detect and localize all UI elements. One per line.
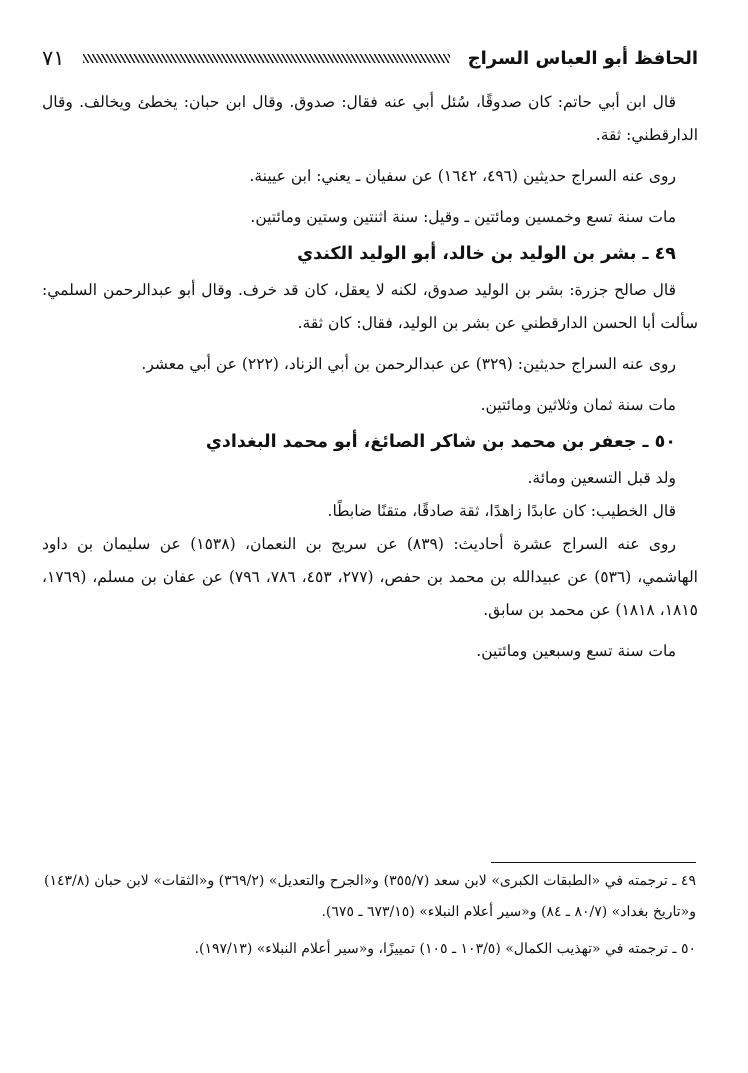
paragraph: روى عنه السراج عشرة أحاديث: (٨٣٩) عن سريج بن النعمان، (١٥٣٨) عن سليمان بن داود الهاشمي، (٥٣٦) عن عبيدالله بن محمد بن حفص، (٢٧٧، ٤٥٣، ٧٨٦، ٧٩٦) عن عفان بن مسلم، (١٧٦٩، ١٨١٥، ١٨١٨) عن محمد بن سابق. [42, 535, 698, 619]
spacer [42, 152, 698, 160]
footnote-50: ٥٠ ـ ترجمته في «تهذيب الكمال» (١٠٣/٥ ـ ١٠٥) تمييزًا، و«سير أعلام النبلاء» (١٩٧/١٣). [194, 941, 696, 957]
paragraph: ولد قبل التسعين ومائة. [527, 469, 676, 487]
footnotes [44, 866, 696, 971]
paragraph: مات سنة تسع وسبعين ومائتين. [476, 642, 676, 660]
footnote-49: ٤٩ ـ ترجمته في «الطبقات الكبرى» لابن سعد (٣٥٥/٧) و«الجرح والتعديل» (٣٦٩/٢) و«الثقات» لابن حبان (١٤٣/٨) و«تاريخ بغداد» (٨٠/٧ ـ ٨٤) و«سير أعلام النبلاء» (٦٧٣/١٥ ـ ٦٧٥). [44, 873, 696, 920]
paragraph: قال صالح جزرة: بشر بن الوليد صدوق، لكنه لا يعقل، كان قد خرف. وقال أبو عبدالرحمن السلمي: سألت أبا الحسن الدارقطني عن بشر بن الوليد، فقال: كان ثقة. [42, 281, 698, 332]
paragraph: مات سنة ثمان وثلاثين ومائتين. [480, 396, 676, 414]
spacer [42, 340, 698, 348]
spacer [42, 627, 698, 635]
paragraph: قال ابن أبي حاتم: كان صدوقًا، سُئل أبي عنه فقال: صدوق. وقال ابن حبان: يخطئ ويخالف. وقال الدارقطني: ثقة. [42, 93, 698, 144]
entry-heading-49: ٤٩ ـ بشر بن الوليد بن خالد، أبو الوليد الكندي [297, 244, 676, 264]
footnote-separator [491, 862, 696, 863]
paragraph: مات سنة تسع وخمسين ومائتين ـ وقيل: سنة اثنتين وستين ومائتين. [250, 208, 676, 226]
header-decorative-rule [83, 54, 450, 63]
entry-heading-50: ٥٠ ـ جعفر بن محمد بن شاكر الصائغ، أبو محمد البغدادي [205, 432, 676, 452]
page-number: ٧١ [42, 46, 65, 70]
paragraph: قال الخطيب: كان عابدًا زاهدًا، ثقة صادقًا، متقنًا ضابطًا. [327, 502, 676, 520]
paragraph: روى عنه السراج حديثين (٤٩٦، ١٦٤٢) عن سفيان ـ يعني: ابن عيينة. [249, 167, 676, 185]
spacer [42, 381, 698, 389]
spacer [42, 193, 698, 201]
main-text [42, 86, 698, 668]
running-header [42, 38, 698, 78]
running-title: الحافظ أبو العباس السراج [467, 47, 698, 69]
paragraph: روى عنه السراج حديثين: (٣٢٩) عن عبدالرحمن بن أبي الزناد، (٢٢٢) عن أبي معشر. [141, 355, 676, 373]
